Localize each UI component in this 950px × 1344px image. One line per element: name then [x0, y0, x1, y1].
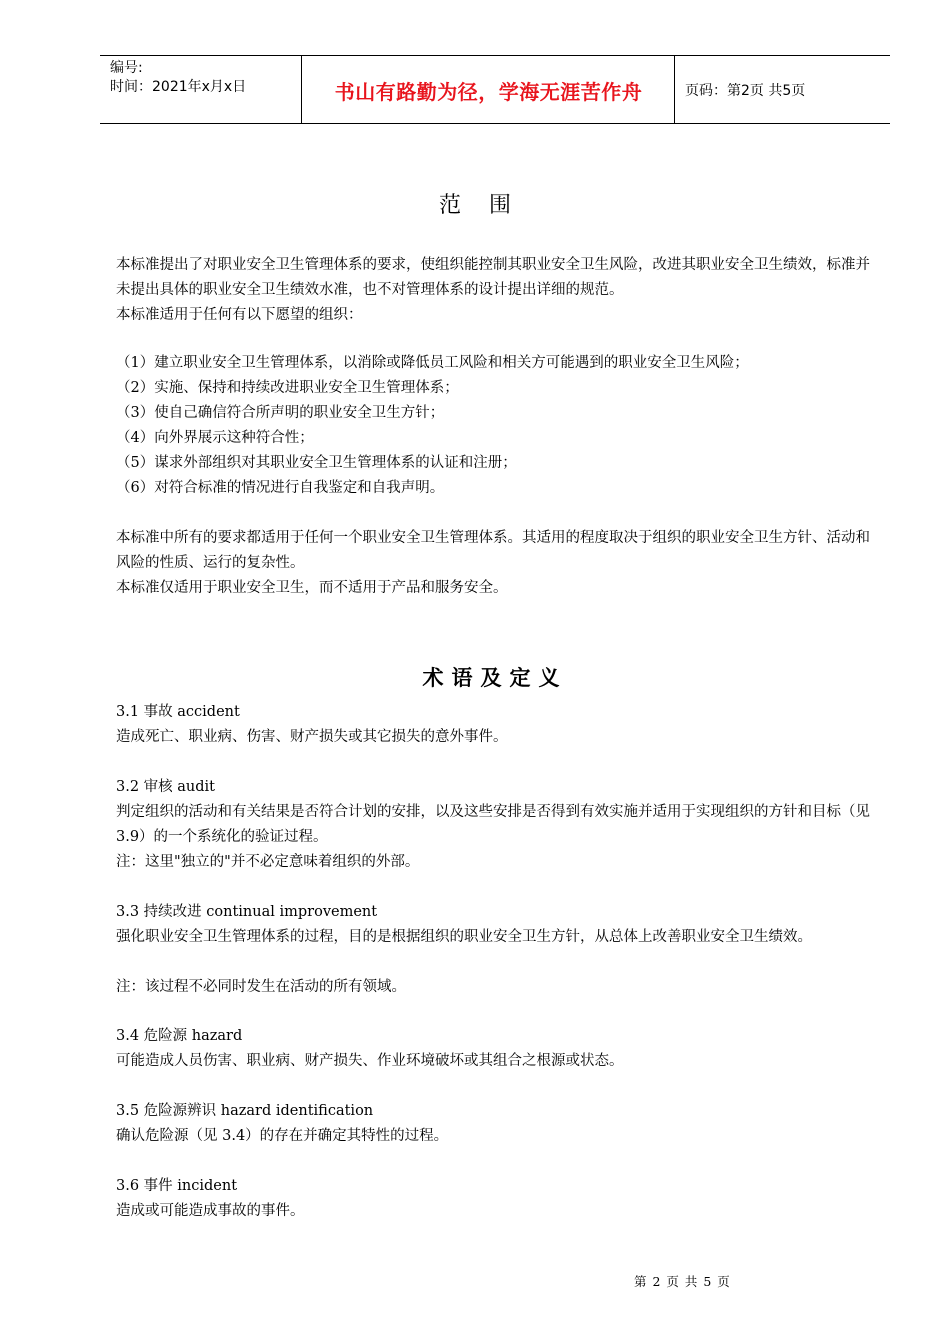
scope-closing-2: 本标准仅适用于职业安全卫生，而不适用于产品和服务安全。 — [116, 580, 508, 596]
term-body: 确认危险源（见 3.4）的存在并确定其特性的过程。 — [116, 1128, 449, 1144]
term-body: 判定组织的活动和有关结果是否符合计划的安排，以及这些安排是否得到有效实施并适用于实现组织的方针和目标（见 3.9）的一个系统化的验证过程。 — [116, 804, 870, 845]
term-note: 注：这里"独立的"并不必定意味着组织的外部。 — [116, 854, 420, 870]
term-heading: 3.6 事件 incident — [116, 1178, 238, 1194]
scope-item: （4）向外界展示这种符合性； — [116, 430, 314, 446]
scope-title: 范 围 — [439, 193, 511, 218]
header-meta — [110, 59, 246, 97]
term-body: 造成死亡、职业病、伤害、财产损失或其它损失的意外事件。 — [116, 729, 508, 745]
header-divider — [674, 56, 675, 123]
term-note: 注：该过程不必同时发生在活动的所有领域。 — [116, 979, 406, 995]
term-body: 强化职业安全卫生管理体系的过程，目的是根据组织的职业安全卫生方针，从总体上改善职业安全卫生绩效。 — [116, 929, 812, 945]
term-heading: 3.4 危险源 hazard — [116, 1028, 243, 1044]
scope-item: （5）谋求外部组织对其职业安全卫生管理体系的认证和注册； — [116, 455, 517, 471]
term-heading: 3.5 危险源辨识 hazard identification — [116, 1103, 374, 1119]
page-header — [100, 55, 890, 124]
term-heading: 3.1 事故 accident — [116, 704, 240, 720]
scope-item: （2）实施、保持和持续改进职业安全卫生管理体系； — [116, 380, 459, 396]
header-page-info: 页码：第2页 共5页 — [685, 83, 806, 99]
scope-item: （6）对符合标准的情况进行自我鉴定和自我声明。 — [116, 480, 445, 496]
scope-item: （3）使自己确信符合所声明的职业安全卫生方针； — [116, 405, 445, 421]
footer-page-number: 第 2 页 共 5 页 — [634, 1274, 731, 1289]
scope-intro-1: 本标准提出了对职业安全卫生管理体系的要求，使组织能控制其职业安全卫生风险，改进其职业安全卫生绩效，标准并未提出具体的职业安全卫生绩效水准，也不对管理体系的设计提出详细的规范。 — [116, 257, 870, 298]
term-body: 可能造成人员伤害、职业病、财产损失、作业环境破坏或其组合之根源或状态。 — [116, 1053, 624, 1069]
number-label: 编号: — [110, 60, 143, 76]
terms-title: 术语及定义 — [422, 665, 568, 690]
term-heading: 3.3 持续改进 continual improvement — [116, 904, 378, 920]
header-slogan: 书山有路勤为径，学海无涯苦作舟 — [334, 80, 643, 104]
scope-item: （1）建立职业安全卫生管理体系，以消除或降低员工风险和相关方可能遇到的职业安全卫生风险； — [116, 355, 749, 371]
scope-closing-1: 本标准中所有的要求都适用于任何一个职业安全卫生管理体系。其适用的程度取决于组织的职业安全卫生方针、活动和风险的性质、运行的复杂性。 — [116, 530, 870, 571]
term-heading: 3.2 审核 audit — [116, 779, 216, 795]
term-body: 造成或可能造成事故的事件。 — [116, 1203, 305, 1219]
time-label: 时间：2021年x月x日 — [110, 79, 247, 95]
scope-intro-2: 本标准适用于任何有以下愿望的组织： — [116, 307, 363, 323]
